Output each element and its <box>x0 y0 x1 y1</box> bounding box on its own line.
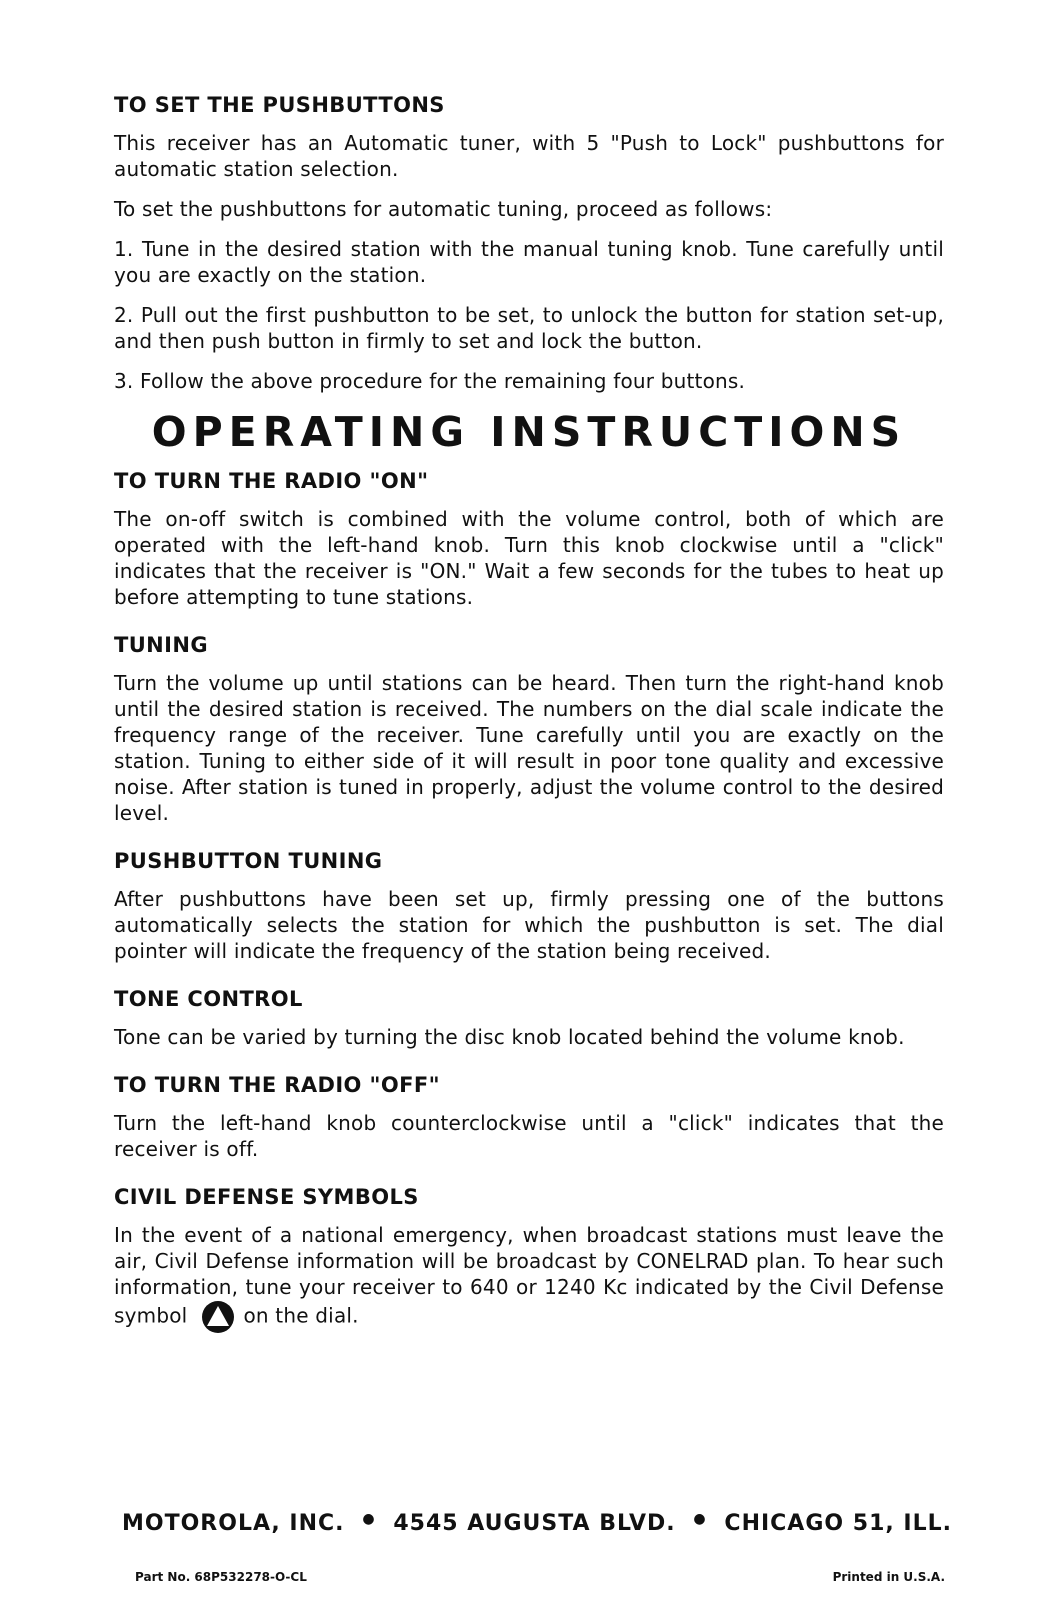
footer-address <box>122 1511 952 1536</box>
city: CHICAGO 51, ILL. <box>724 1511 952 1536</box>
section-heading: TO TURN THE RADIO "ON" <box>114 469 429 493</box>
paragraph <box>114 1222 944 1334</box>
civil-defense-text: In the event of a national emergency, when broadcast stations must leave the air, Civil Defense information will be broadcast by CONELRAD plan. To hear such information, tune your receiver to 640 or 1240 Kc indicated by the Civil Defense symbol <box>114 1223 944 1328</box>
paragraph: Turn the volume up until stations can be heard. Then turn the right-hand knob until the desired station is received. The numbers on the dial scale indicate the frequency range of the receiver. Tune carefully until you are exactly on the station. Tuning to either side of it will result in poor tone quality and excessive noise. After station is tuned in properly, adjust the volume control to the desired level. <box>114 671 944 825</box>
turn-on-section <box>114 468 944 610</box>
section-heading: TO TURN THE RADIO "OFF" <box>114 1073 440 1097</box>
paragraph: To set the pushbuttons for automatic tuning, proceed as follows: <box>114 197 773 221</box>
instruction-page <box>114 92 944 1348</box>
page-title: OPERATING INSTRUCTIONS <box>151 408 907 456</box>
paragraph: Tone can be varied by turning the disc knob located behind the volume knob. <box>114 1025 905 1049</box>
company-name: MOTOROLA, INC. <box>122 1511 345 1536</box>
paragraph: The on-off switch is combined with the volume control, both of which are operated with the left-hand knob. Turn this knob clockwise until a "click" indicates that the receiver is "ON." Wait a few seconds for the tubes to heat up before attempting to tune stations. <box>114 507 944 609</box>
printed-in: Printed in U.S.A. <box>832 1570 945 1584</box>
tuning-section <box>114 632 944 826</box>
turn-off-section <box>114 1072 944 1162</box>
civil-defense-triangle-icon <box>201 1300 235 1334</box>
section-heading: PUSHBUTTON TUNING <box>114 849 383 873</box>
section-heading: TONE CONTROL <box>114 987 303 1011</box>
tone-control-section <box>114 986 944 1050</box>
bullet-separator: ● <box>362 1511 376 1527</box>
step-1: 1. Tune in the desired station with the manual tuning knob. Tune carefully until you are exactly on the station. <box>114 237 944 287</box>
section-heading: TO SET THE PUSHBUTTONS <box>114 93 445 117</box>
section-heading: TUNING <box>114 633 208 657</box>
street-address: 4545 AUGUSTA BLVD. <box>393 1511 676 1536</box>
civil-defense-text-end: on the dial. <box>243 1303 359 1328</box>
paragraph: Turn the left-hand knob counterclockwise until a "click" indicates that the receiver is off. <box>114 1111 944 1161</box>
pushbutton-tuning-section <box>114 848 944 964</box>
step-3: 3. Follow the above procedure for the remaining four buttons. <box>114 369 746 393</box>
section-heading: CIVIL DEFENSE SYMBOLS <box>114 1185 419 1209</box>
paragraph: This receiver has an Automatic tuner, with 5 "Push to Lock" pushbuttons for automatic station selection. <box>114 131 944 181</box>
paragraph: After pushbuttons have been set up, firmly pressing one of the buttons automatically selects the station for which the pushbutton is set. The dial pointer will indicate the frequency of the station being received. <box>114 887 944 963</box>
part-number: Part No. 68P532278-O-CL <box>135 1570 307 1584</box>
step-2: 2. Pull out the first pushbutton to be set, to unlock the button for station set-up, and then push button in firmly to set and lock the button. <box>114 303 944 353</box>
set-pushbuttons-section <box>114 92 944 394</box>
civil-defense-section <box>114 1184 944 1334</box>
bullet-separator: ● <box>693 1511 707 1527</box>
